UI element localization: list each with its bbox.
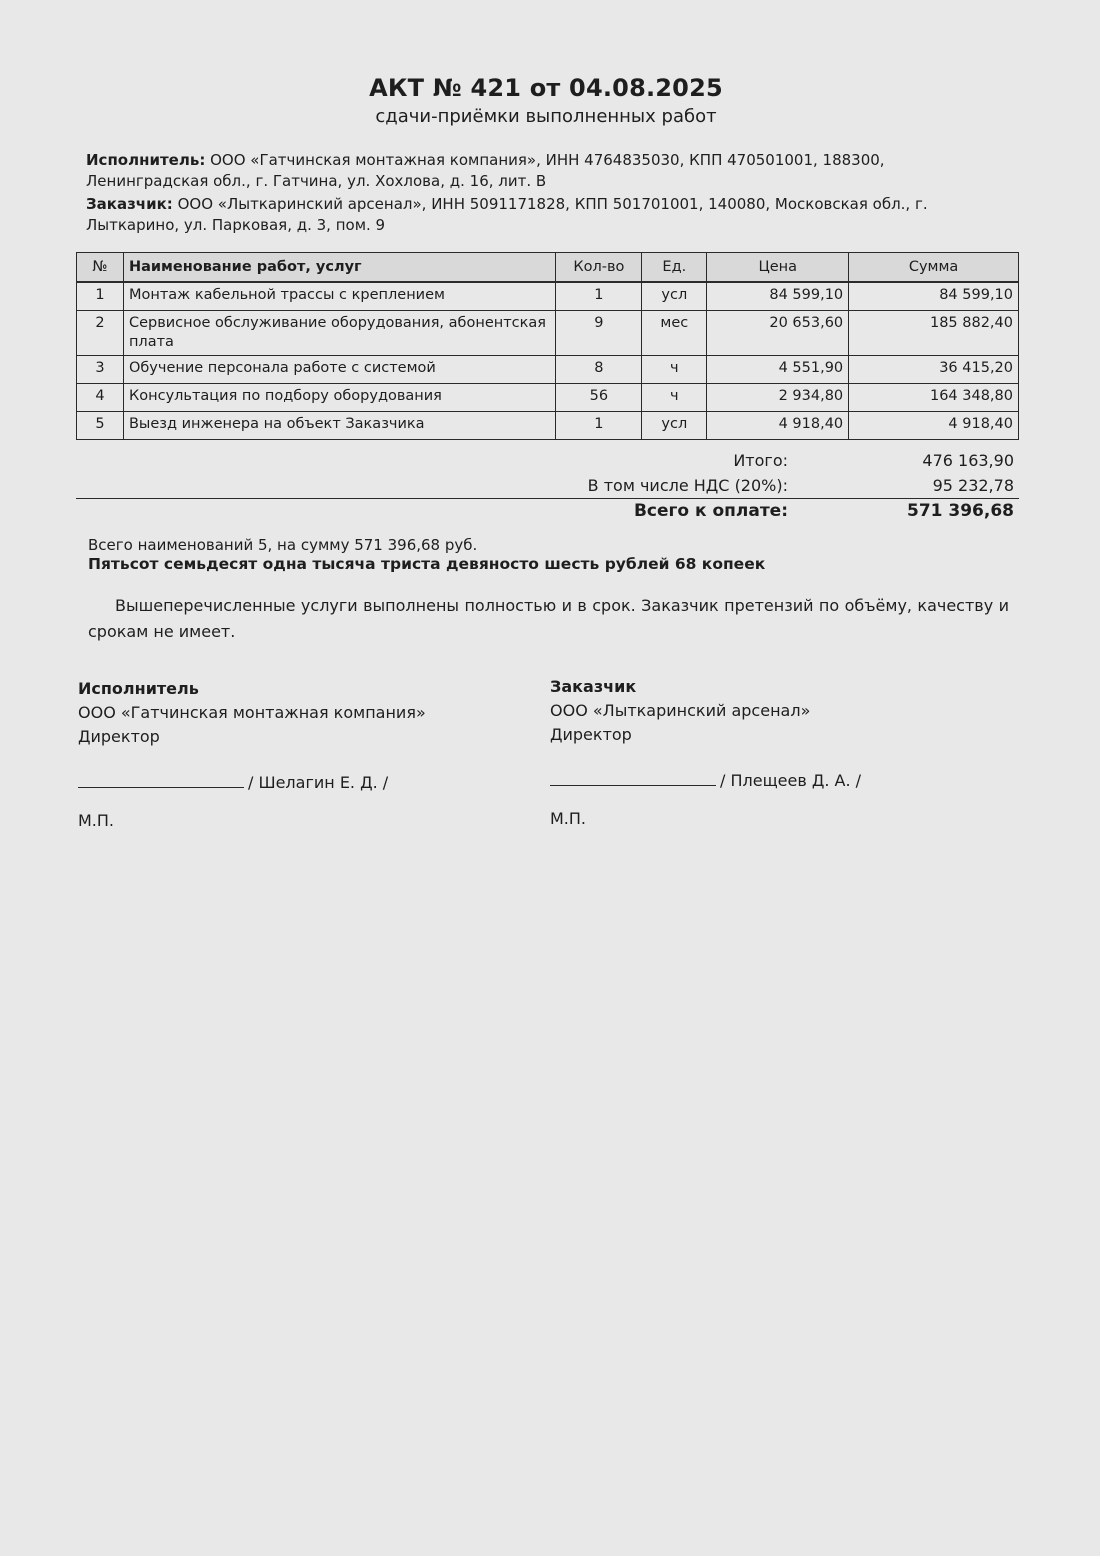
row-price: 2 934,80	[707, 384, 849, 412]
customer-label: Заказчик:	[86, 195, 173, 213]
vat-label: В том числе НДС (20%):	[587, 476, 788, 495]
customer-sign-row	[550, 769, 970, 793]
executor-position: Директор	[78, 727, 160, 746]
row-qty: 8	[556, 356, 642, 384]
row-sum: 36 415,20	[849, 356, 1019, 384]
executor-signer-name: / Шелагин Е. Д. /	[248, 773, 389, 792]
row-qty: 1	[556, 282, 642, 311]
header-unit: Ед.	[642, 253, 707, 283]
row-sum: 84 599,10	[849, 282, 1019, 311]
executor-company: ООО «Гатчинская монтажная компания»	[78, 703, 426, 722]
subtotal-label: Итого:	[733, 451, 788, 470]
table-row	[77, 384, 1019, 412]
row-num: 2	[77, 311, 124, 356]
row-unit: ч	[642, 384, 707, 412]
header-price: Цена	[707, 253, 849, 283]
header-name: Наименование работ, услуг	[123, 253, 555, 283]
row-name: Монтаж кабельной трассы с креплением	[123, 282, 555, 311]
executor-stamp-place: М.П.	[78, 811, 115, 830]
row-qty: 1	[556, 412, 642, 440]
document-subtitle: сдачи-приёмки выполненных работ	[375, 106, 717, 127]
header-sum: Сумма	[849, 253, 1019, 283]
row-price: 20 653,60	[707, 311, 849, 356]
table-row	[77, 282, 1019, 311]
row-name: Выезд инженера на объект Заказчика	[123, 412, 555, 440]
executor-signature-line	[78, 771, 244, 788]
row-price: 4 551,90	[707, 356, 849, 384]
row-name: Обучение персонала работе с системой	[123, 356, 555, 384]
customer-position: Директор	[550, 725, 632, 744]
row-num: 3	[77, 356, 124, 384]
row-sum: 185 882,40	[849, 311, 1019, 356]
customer-company: ООО «Лыткаринский арсенал»	[550, 701, 811, 720]
items-count-summary: Всего наименований 5, на сумму 571 396,68 руб.	[88, 536, 478, 554]
customer-role: Заказчик	[550, 677, 637, 696]
row-sum: 164 348,80	[849, 384, 1019, 412]
row-unit: усл	[642, 412, 707, 440]
table-row	[77, 356, 1019, 384]
customer-signer-name: / Плещеев Д. А. /	[720, 771, 862, 790]
amount-in-words: Пятьсот семьдесят одна тысяча триста девяносто шесть рублей 68 копеек	[88, 555, 766, 573]
row-unit: усл	[642, 282, 707, 311]
row-price: 84 599,10	[707, 282, 849, 311]
row-qty: 56	[556, 384, 642, 412]
row-price: 4 918,40	[707, 412, 849, 440]
items-table	[76, 252, 1019, 440]
customer-signature-line	[550, 769, 716, 786]
totals-divider	[76, 498, 1019, 499]
header-num: №	[77, 253, 124, 283]
executor-sign-row	[78, 771, 498, 795]
row-num: 1	[77, 282, 124, 311]
executor-role: Исполнитель	[78, 679, 199, 698]
subtotal-value: 476 163,90	[922, 451, 1014, 470]
header-qty: Кол-во	[556, 253, 642, 283]
row-sum: 4 918,40	[849, 412, 1019, 440]
row-num: 4	[77, 384, 124, 412]
table-row	[77, 412, 1019, 440]
row-name: Сервисное обслуживание оборудования, абонентская плата	[123, 311, 555, 356]
vat-value: 95 232,78	[932, 476, 1014, 495]
total-value: 571 396,68	[906, 501, 1014, 521]
customer-details	[86, 194, 976, 236]
customer-text: ООО «Лыткаринский арсенал», ИНН 5091171828, КПП 501701001, 140080, Московская обл., г. Лыткарино, ул. Парковая, д. 3, пом. 9	[86, 195, 928, 234]
total-label: Всего к оплате:	[633, 501, 788, 521]
acceptance-note: Вышеперечисленные услуги выполнены полностью и в срок. Заказчик претензий по объёму, качеству и срокам не имеет.	[88, 596, 1009, 641]
executor-text: ООО «Гатчинская монтажная компания», ИНН 4764835030, КПП 470501001, 188300, Ленинградская обл., г. Гатчина, ул. Хохлова, д. 16, лит. В	[86, 151, 885, 190]
customer-signature-block	[550, 675, 970, 831]
table-row	[77, 311, 1019, 356]
row-unit: ч	[642, 356, 707, 384]
row-num: 5	[77, 412, 124, 440]
executor-details	[86, 150, 976, 192]
row-name: Консультация по подбору оборудования	[123, 384, 555, 412]
customer-stamp-place: М.П.	[550, 809, 587, 828]
document-title: АКТ № 421 от 04.08.2025	[369, 74, 723, 102]
table-header-row	[77, 253, 1019, 283]
row-unit: мес	[642, 311, 707, 356]
row-qty: 9	[556, 311, 642, 356]
executor-label: Исполнитель:	[86, 151, 206, 169]
executor-signature-block	[78, 677, 498, 833]
